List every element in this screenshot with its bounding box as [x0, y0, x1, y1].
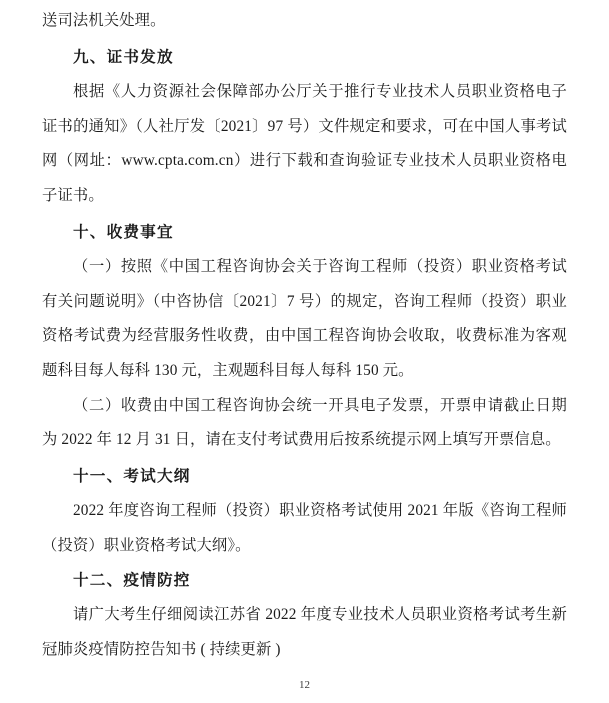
paragraph-invoice: （二）收费由中国工程咨询协会统一开具电子发票，开票申请截止日期为 2022 年 12 月 31 日，请在支付考试费用后按系统提示网上填写开票信息。	[42, 396, 567, 449]
paragraph-epidemic-control: 请广大考生仔细阅读江苏省 2022 年度专业技术人员职业资格考试考生新冠肺炎疫情防控告知书 ( 持续更新 )	[42, 606, 567, 658]
paragraph-certificate-issuance: 根据《人力资源社会保障部办公厅关于推行专业技术人员职业资格电子证书的通知》（人社厅发〔2021〕97 号）文件规定和要求，可在中国人事考试网（网址：www.cpta.com.cn）进行下载和查询验证专业技术人员职业资格电子证书。	[42, 83, 567, 204]
paragraph-fee-standard: （一）按照《中国工程咨询协会关于咨询工程师（投资）职业资格考试有关问题说明》（中咨协信〔2021〕7 号）的规定，咨询工程师（投资）职业资格考试费为经营服务性收费，由中国工程咨询协会收取，收费标准为客观题科目每人每科 130 元，主观题科目每人每科 150 元。	[42, 258, 567, 379]
section-heading-12: 十二、疫情防控	[73, 571, 191, 589]
section-heading-11: 十一、考试大纲	[73, 467, 191, 485]
page-number: 12	[299, 679, 310, 691]
section-heading-10: 十、收费事宜	[73, 223, 174, 241]
section-heading-9: 九、证书发放	[73, 48, 174, 66]
paragraph-exam-syllabus: 2022 年度咨询工程师（投资）职业资格考试使用 2021 年版《咨询工程师（投资）职业资格考试大纲》。	[42, 502, 567, 554]
document-body	[42, 4, 567, 667]
paragraph-continuation: 送司法机关处理。	[42, 12, 166, 29]
